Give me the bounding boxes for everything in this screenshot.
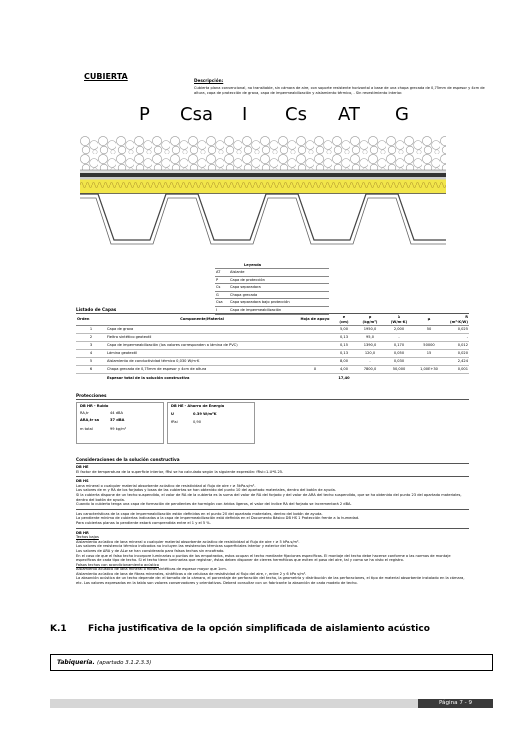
layer-letter: G xyxy=(395,104,409,125)
he-title: DB HE xyxy=(76,465,89,469)
col-unit: (kg/m³) xyxy=(362,319,378,324)
list-item: Cuando la cubierta tenga una capa de formación de pendientes de hormigón con áridos ligeros, el valor del índice RA del forjado se incrementará 2 dBA. xyxy=(76,502,352,507)
table-row xyxy=(76,358,469,366)
tabiqueria-box xyxy=(50,654,493,671)
energia-panel xyxy=(167,402,255,444)
cell: 0,025 xyxy=(457,327,468,332)
layer-letter: Cs xyxy=(285,104,307,125)
legend-code: G xyxy=(216,292,219,297)
legend-label: Capa separadora xyxy=(230,285,261,290)
cell: Lámina geotextil xyxy=(107,351,138,356)
legend-code: Cs xyxy=(216,285,221,290)
hr-subtitle: Techos bajos xyxy=(76,535,99,540)
cell: 4 xyxy=(89,351,93,356)
col-header: Componente/Material xyxy=(180,317,224,322)
cell: 5 xyxy=(89,359,93,364)
cell xyxy=(298,326,332,334)
layer-letter: AT xyxy=(338,104,360,125)
legend-code: I xyxy=(216,307,218,312)
col-header: ρ xyxy=(368,315,372,319)
cell: 1390,0 xyxy=(363,343,377,348)
cell xyxy=(298,334,332,342)
legend-label: Capa de impermeabilización xyxy=(230,307,282,312)
he-text: El factor de temperatura de la superficie interior, fRsi se ha calculado según la siguiente expresión: fRsi=1-U*0.25. xyxy=(76,469,284,474)
cell: 4,00 xyxy=(339,367,348,372)
section-heading: CUBIERTA xyxy=(84,72,128,81)
cell: Chapa grecada de 0,75mm de espesor y 4cm de altura xyxy=(107,367,207,372)
considerations-body xyxy=(76,465,469,586)
ruido-panel xyxy=(76,402,164,444)
cell xyxy=(298,358,332,366)
cell xyxy=(414,334,444,342)
table-row xyxy=(76,350,469,358)
cell xyxy=(414,358,444,366)
cell: 0,15 xyxy=(339,343,348,348)
legend-label: Capa separadora bajo protección xyxy=(230,300,290,305)
energia-label: fRsi xyxy=(171,420,178,425)
protections-title: Protecciones xyxy=(76,393,107,398)
cell: 1950,0 xyxy=(363,327,377,332)
total-label: Espesor total de la solución constructiva xyxy=(107,375,190,380)
section-title: Ficha justificativa de la opción simplificada de aislamiento acústico xyxy=(88,624,430,634)
cell: 0,050 xyxy=(393,351,405,356)
layers-table xyxy=(76,314,469,382)
cell: X xyxy=(313,367,317,372)
description-label: Descripción: xyxy=(194,78,224,83)
cell: - xyxy=(398,335,400,340)
cell: 0,170 xyxy=(393,343,405,348)
energia-value: 0.39 W/m²K xyxy=(193,411,217,416)
total-value: 17,40 xyxy=(338,375,350,380)
cell: 0,020 xyxy=(457,351,468,356)
ruido-value: 99 kg/m² xyxy=(110,426,127,431)
energia-label: U xyxy=(171,411,174,416)
col-unit: (cm) xyxy=(339,319,349,324)
cell: 0,13 xyxy=(339,351,348,356)
list-item: La pendiente mínima de cubiertas indicadas a la capa de impermeabilización está definida en el Documento Básico DB HS 1 Protección frente a la humedad. xyxy=(76,516,360,521)
layer-letter: P xyxy=(139,104,150,125)
list-item: Los valores de resistencia térmica indicados no incluyen las resistencias térmicas superficiales interior y exterior del techo. xyxy=(76,544,299,549)
cell: 8,00 xyxy=(339,359,348,364)
cell: Capa de impermeabilización (los valores corresponden a lámina de PVC) xyxy=(107,343,238,348)
energia-value: 0,90 xyxy=(193,420,202,425)
table-row xyxy=(76,334,469,342)
cell: 0,030 xyxy=(393,359,405,364)
cell: 50,000 xyxy=(392,367,406,372)
cell: Aislamiento de conductividad térmica 0,030 W/m·K xyxy=(107,359,200,364)
cell: 50 xyxy=(426,327,432,332)
cell: 2 xyxy=(89,335,93,340)
table-row xyxy=(76,342,469,350)
cell: 5,00 xyxy=(339,327,348,332)
list-item: Para cubiertas planas la pendiente estará comprendida entre el 1 y el 5 %. xyxy=(76,520,211,525)
list-item: Aislamiento acústico de lana mineral o cualquier material absorbente acústico de resistividad al flujo de aire r ≥ 5 kPa.s/m². xyxy=(76,539,300,544)
list-item: Las características de la capa de impermeabilización están definidas en el punto 20 del apartado materiales, dentro del botón de ayuda. xyxy=(76,511,323,516)
cell: 2,000 xyxy=(393,327,405,332)
list-item: Aislamiento acústico de lana de fibras minerales, sintéticas o de celulosa de resistividad al flujo del aire, r, entre 2 y 6 kPa s/m². xyxy=(76,571,307,576)
ruido-label: m total xyxy=(80,426,93,431)
cell: 3 xyxy=(89,343,93,348)
col-header: Orden xyxy=(77,317,90,322)
legend-code: P xyxy=(216,277,219,282)
col-header: λ xyxy=(397,315,401,319)
roof-section-diagram xyxy=(80,136,446,260)
legend-label: Aislante xyxy=(230,270,245,274)
legend-row xyxy=(215,284,329,292)
cell xyxy=(298,350,332,358)
legend-row xyxy=(215,276,329,284)
hr-subtitle: Falsos techos con acondicionamiento acústico xyxy=(76,562,159,567)
cell: 2,424 xyxy=(457,359,468,364)
cell: 50000 xyxy=(423,343,435,348)
section-number: K.1 xyxy=(50,624,67,634)
tabiqueria-label: Tabiquería. xyxy=(57,659,95,666)
footer-bar xyxy=(50,699,418,708)
description-text: Cubierta plana convencional, no transitable, sin cámara de aire, con soporte resistente horizontal a base de una chapa grecada de 0,75mm de espesor y 4cm de altura, capa de protección de grava, capa de impermeabilización y aislamiento térmico, . Sin revestimiento interior. xyxy=(194,86,485,95)
col-header: μ xyxy=(427,317,431,322)
cell: 7800,0 xyxy=(363,367,377,372)
cell: - xyxy=(369,359,371,364)
ruido-title: DB HR - Ruido xyxy=(80,404,109,408)
layer-letter: I xyxy=(242,104,248,125)
cell: 95,0 xyxy=(365,335,374,340)
table-row xyxy=(76,366,469,374)
cell: 0,001 xyxy=(457,367,468,372)
list-item: Los valores de ΔRA y de ΔLw se han considerado para falsos techos sin encofrado. xyxy=(76,548,225,553)
list-item: Lana mineral o cualquier material absorbente acústico de resistividad al flujo de aire r ≥ 5kPa.s/m². xyxy=(76,483,256,488)
layer-letter: Csa xyxy=(180,104,213,125)
layers-header-row xyxy=(76,314,469,326)
total-row xyxy=(76,374,469,382)
legend-row xyxy=(215,269,329,277)
ruido-label: ΔRA,tr sa xyxy=(80,418,100,423)
cell: - xyxy=(466,335,468,340)
legend-title: Leyenda xyxy=(244,263,262,267)
layers-title: Listado de Capas xyxy=(76,307,117,312)
cell: 120,0 xyxy=(364,351,376,356)
ruido-label: RA,tr xyxy=(80,410,89,415)
legend-code: AT xyxy=(216,270,221,274)
col-unit: (m²·K/W) xyxy=(449,319,468,324)
list-item: Aislamiento acústico de lana mineral o fibras sintéticas de espesor mayor que 1cm. xyxy=(76,567,227,572)
cell: Fieltro sintético geotextil xyxy=(107,335,152,340)
hs-title: DB HS xyxy=(76,479,89,484)
legend-code: Csa xyxy=(216,300,223,305)
page-number: Página 7 - 9 xyxy=(418,699,493,708)
list-item: En el caso de que el falso techo incorpore luminarias o puntos de los empotrados, estos ocupan el techo mediante fijaciones específicas. El montaje del techo debe hacerse conforme a las normas de montaje específicas de cada tipo de techo. Si el techo tiene luminarias que registrar, éstas deben disponer de cierres herméticos que eviten el paso del aire, tal y como se ha visto el registro. xyxy=(76,553,451,563)
col-header: e xyxy=(342,315,346,319)
cell: 1,00E+30 xyxy=(420,367,438,372)
ruido-value: 37 dBA xyxy=(110,418,125,423)
list-item: Los valores de m y RA de los forjados y losas de las cubiertas se han obtenido del punto 10 del apartado materiales, dentro del botón de ayuda. xyxy=(76,488,336,493)
table-row xyxy=(76,326,469,334)
legend-label: Chapa grecada xyxy=(230,292,258,297)
hr-title: DB HR xyxy=(76,530,89,535)
col-unit: (W/m·K) xyxy=(390,319,408,324)
cell: 6 xyxy=(89,367,93,372)
legend-row xyxy=(215,299,329,307)
legend-table xyxy=(215,268,329,315)
list-item: La absorción acústica de un techo depende de: el tamaño de la cámara, el porcentaje de perforación del techo, la geometría y distribución de las perforaciones, el tipo de material absorbente instalado en la cámara, etc. Los valores expresados en la tabla son valores conservadores y orientativos. Deberá consultar con un fabricante la absorción de cada modelo de techo. xyxy=(76,576,465,586)
cell xyxy=(298,342,332,350)
cell: 15 xyxy=(426,351,432,356)
list-item: Si la cubierta dispone de un techo suspendido, el valor de RA de la cubierta es la suma del valor de RA del forjado y del valor de ΔRA del techo suspendido, que se ha obtenido del punto 23 del apartado materiales, dentro del botón de ayuda. xyxy=(76,492,462,502)
cell: 1 xyxy=(89,327,93,332)
col-header: R xyxy=(465,315,468,319)
cell: Capa de grava xyxy=(107,327,134,332)
ruido-value: 44 dBA xyxy=(110,410,123,415)
considerations-title: Consideraciones de la solución constructiva xyxy=(76,457,180,462)
cell: 0,012 xyxy=(457,343,468,348)
legend-row xyxy=(215,291,329,299)
tabiqueria-ref: (apartado 3.1.2.3.3) xyxy=(97,659,152,666)
legend-label: Capa de protección xyxy=(230,277,265,282)
cell: 0,13 xyxy=(339,335,348,340)
energia-title: DB HE - Ahorro de Energía xyxy=(171,404,225,408)
col-header: Hoja de apoyo xyxy=(300,317,330,322)
